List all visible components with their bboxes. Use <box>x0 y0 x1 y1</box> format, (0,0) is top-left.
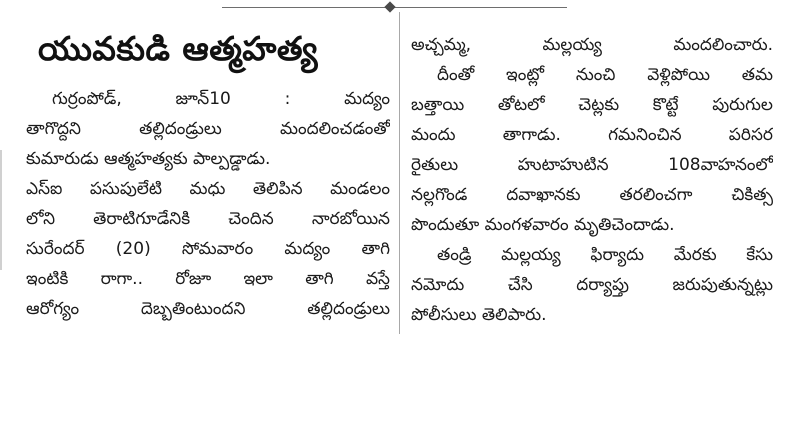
page-edge-mark <box>0 150 2 270</box>
article-line: పొందుతూ మంగళవారం మృతిచెందాడు. <box>411 215 675 235</box>
article-line: ఆరోగ్యం దెబ్బతింటుందని తల్లిదండ్రులు <box>26 299 390 319</box>
column-divider <box>399 12 400 334</box>
article-column-left <box>26 84 390 324</box>
article-column-right <box>411 30 773 330</box>
article-headline: యువకుడి ఆత్మహత్య <box>38 29 318 68</box>
article-line: సురేందర్ (20) సోమవారం మద్యం తాగి <box>26 239 390 259</box>
article-line: తండ్రి మల్లయ్య ఫిర్యాదు మేరకు కేసు <box>437 245 773 265</box>
article-line: ఎస్ఐ పసుపులేటి మధు తెలిపిన మండలం <box>26 179 390 199</box>
article-line: బత్తాయి తోటలో చెట్లకు కొట్టే పురుగుల <box>411 95 773 115</box>
article-line: గుర్రంపోడ్, జూన్10 : మద్యం <box>52 89 390 109</box>
article-line: దీంతో ఇంట్లో నుంచి వెళ్లిపోయి తమ <box>437 65 773 85</box>
article-line: రైతులు హుటాహుటిన 108వాహనంలో <box>411 155 773 175</box>
article-line: మందు తాగాడు. గమనించిన పరిసర <box>411 125 773 145</box>
article-line: కుమారుడు ఆత్మహత్యకు పాల్పడ్డాడు. <box>26 149 271 169</box>
article-line: తాగొద్దని తల్లిదండ్రులు మందలించడంతో <box>26 119 390 139</box>
article-line: లోని తెరాటిగూడేనికి చెందిన నారబోయిన <box>26 209 390 229</box>
article-line: నమోదు చేసి దర్యాప్తు జరుపుతున్నట్లు <box>411 275 773 295</box>
article-line: నల్లగొండ దవాఖానకు తరలించగా చికిత్స <box>411 185 773 205</box>
divider-ornament-icon <box>384 1 395 12</box>
article-line: ఇంటికి రాగా.. రోజూ ఇలా తాగి వస్తే <box>26 269 390 289</box>
article-line: అచ్చమ్మ, మల్లయ్య మందలించారు. <box>411 35 773 55</box>
article-line: పోలీసులు తెలిపారు. <box>411 305 547 325</box>
